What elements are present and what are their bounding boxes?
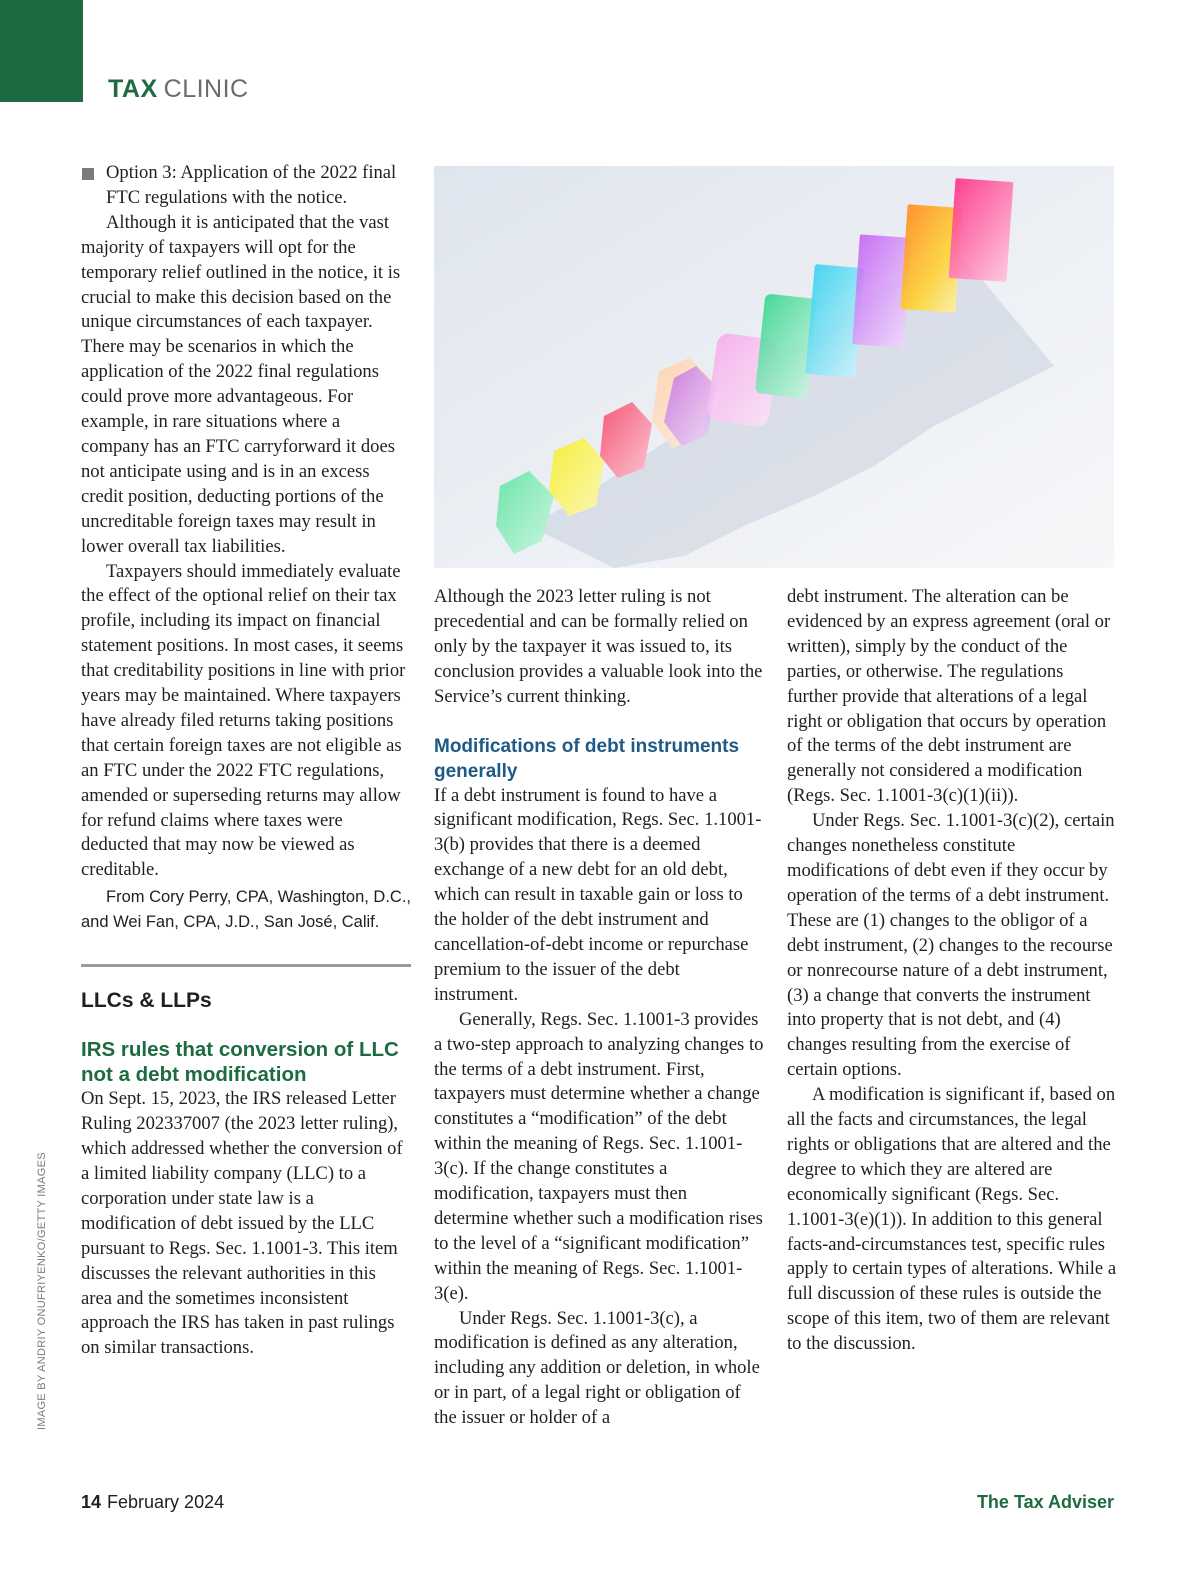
bullet-square-icon [82, 168, 94, 180]
publication-name: The Tax Adviser [976, 1492, 1114, 1512]
issue-date: February 2024 [107, 1492, 225, 1512]
bullet-item [81, 161, 411, 211]
paragraph: If a debt instrument is found to have a significant modification, Regs. Sec. 1.1001-3(b) provides that there is a deemed exchange of a new debt for an old debt, which can result in taxable gain or loss to the holder of the debt instrument and cancellation-of-debt income or repurchase premium to the issuer of the debt instrument. [434, 784, 762, 1005]
paragraph: Generally, Regs. Sec. 1.1001-3 provides a two-step approach to analyzing changes to the terms of a debt instrument. First, taxpayers must determine whether a change constitutes a “modification” of the debt within the meaning of Regs. Sec. 1.1001-3(c). If the change constitutes a modification, taxpayers must then determine whether such a modification rises to the level of a “significant modification” within the meaning of Regs. Sec. 1.1001-3(e). [434, 1008, 764, 1304]
paragraph: Although the 2023 letter ruling is not precedential and can be formally relied on only by the taxpayer it was issued to, its conclusion provides a valuable look into the Service’s current thinking. [434, 586, 763, 707]
paragraph: Although it is anticipated that the vast majority of taxpayers will opt for the temporary relief outlined in the notice, it is crucial to make this decision based on the unique circumstances of each taxpayer. There may be scenarios in which the application of the 2022 final regulations could prove more advantageous. For example, in rare situations where a company has an FTC carryforward it does not anticipate using and is in an excess credit position, deducting portions of the uncreditable foreign taxes may result in lower overall tax liabilities. [81, 211, 401, 557]
decorative-photo [434, 166, 1114, 568]
section-header-bold: TAX [108, 75, 158, 103]
section-color-block [0, 0, 83, 102]
page-footer-left [81, 1492, 224, 1513]
subheading: Modifications of debt instruments generally [434, 735, 740, 782]
author-byline: From Cory Perry, CPA, Washington, D.C., and Wei Fan, CPA, J.D., San José, Calif. [81, 888, 412, 932]
paragraph: Under Regs. Sec. 1.1001-3(c), a modification is defined as any alteration, including any addition or deletion, in whole or in part, of a legal right or obligation of the issuer or holder of a [434, 1307, 760, 1429]
column-2 [434, 585, 764, 1431]
page-number: 14 [81, 1492, 102, 1512]
image-credit: IMAGE BY ANDRIY ONUFRIYENKO/GETTY IMAGES [36, 1152, 48, 1430]
section-title: LLCs & LLPs [81, 989, 212, 1013]
item-title: IRS rules that conversion of LLC not a debt modification [81, 1038, 399, 1087]
paragraph: A modification is significant if, based on all the facts and circumstances, the legal rights or obligations that are altered and the degree to which they are altered are economically significant (Regs. Sec. 1.1001-3(e)(1)). In addition to this general facts-and-circumstances test, specific rules apply to certain types of alterations. While a full discussion of these rules is outside the scope of this item, two of them are relevant to the discussion. [787, 1084, 1117, 1355]
bullet-text: Option 3: Application of the 2022 final FTC regulations with the notice. [106, 162, 397, 208]
section-divider [81, 964, 411, 967]
paragraph: Taxpayers should immediately evaluate the effect of the optional relief on their tax profile, including its impact on financial statement positions. In most cases, it seems that creditability positions in line with prior years may be maintained. Where taxpayers have already filed returns taking positions that certain foreign taxes are not eligible as an FTC under the 2022 FTC regulations, amended or superseding returns may allow for refund claims where taxes were deducted that may now be viewed as creditable. [81, 560, 406, 881]
column-1 [81, 161, 411, 1361]
column-3 [787, 585, 1117, 1357]
section-header-light: CLINIC [163, 75, 249, 103]
paragraph: On Sept. 15, 2023, the IRS released Letter Ruling 202337007 (the 2023 letter ruling), which addressed whether the conversion of a limited liability company (LLC) to a corporation under state law is a modification of debt issued by the LLC pursuant to Regs. Sec. 1.1001-3. This item discusses the relevant authorities in this area and the sometimes inconsistent approach the IRS has taken in past rulings on similar transactions. [81, 1088, 403, 1359]
section-header [108, 75, 249, 104]
paragraph: Under Regs. Sec. 1.1001-3(c)(2), certain changes nonetheless constitute modifications of debt even if they occur by operation of the terms of a debt instrument. These are (1) changes to the obligor of a debt instrument, (2) changes to the recourse or nonrecourse nature of a debt instrument, (3) a change that converts the instrument into property that is not debt, and (4) changes resulting from the exercise of certain options. [787, 810, 1115, 1081]
paragraph: debt instrument. The alteration can be evidenced by an express agreement (oral or written), simply by the conduct of the parties, or otherwise. The regulations further provide that alterations of a legal right or obligation that occurs by operation of the terms of the debt instrument are generally not considered a modification (Regs. Sec. 1.1001-3(c)(1)(ii)). [787, 586, 1111, 807]
